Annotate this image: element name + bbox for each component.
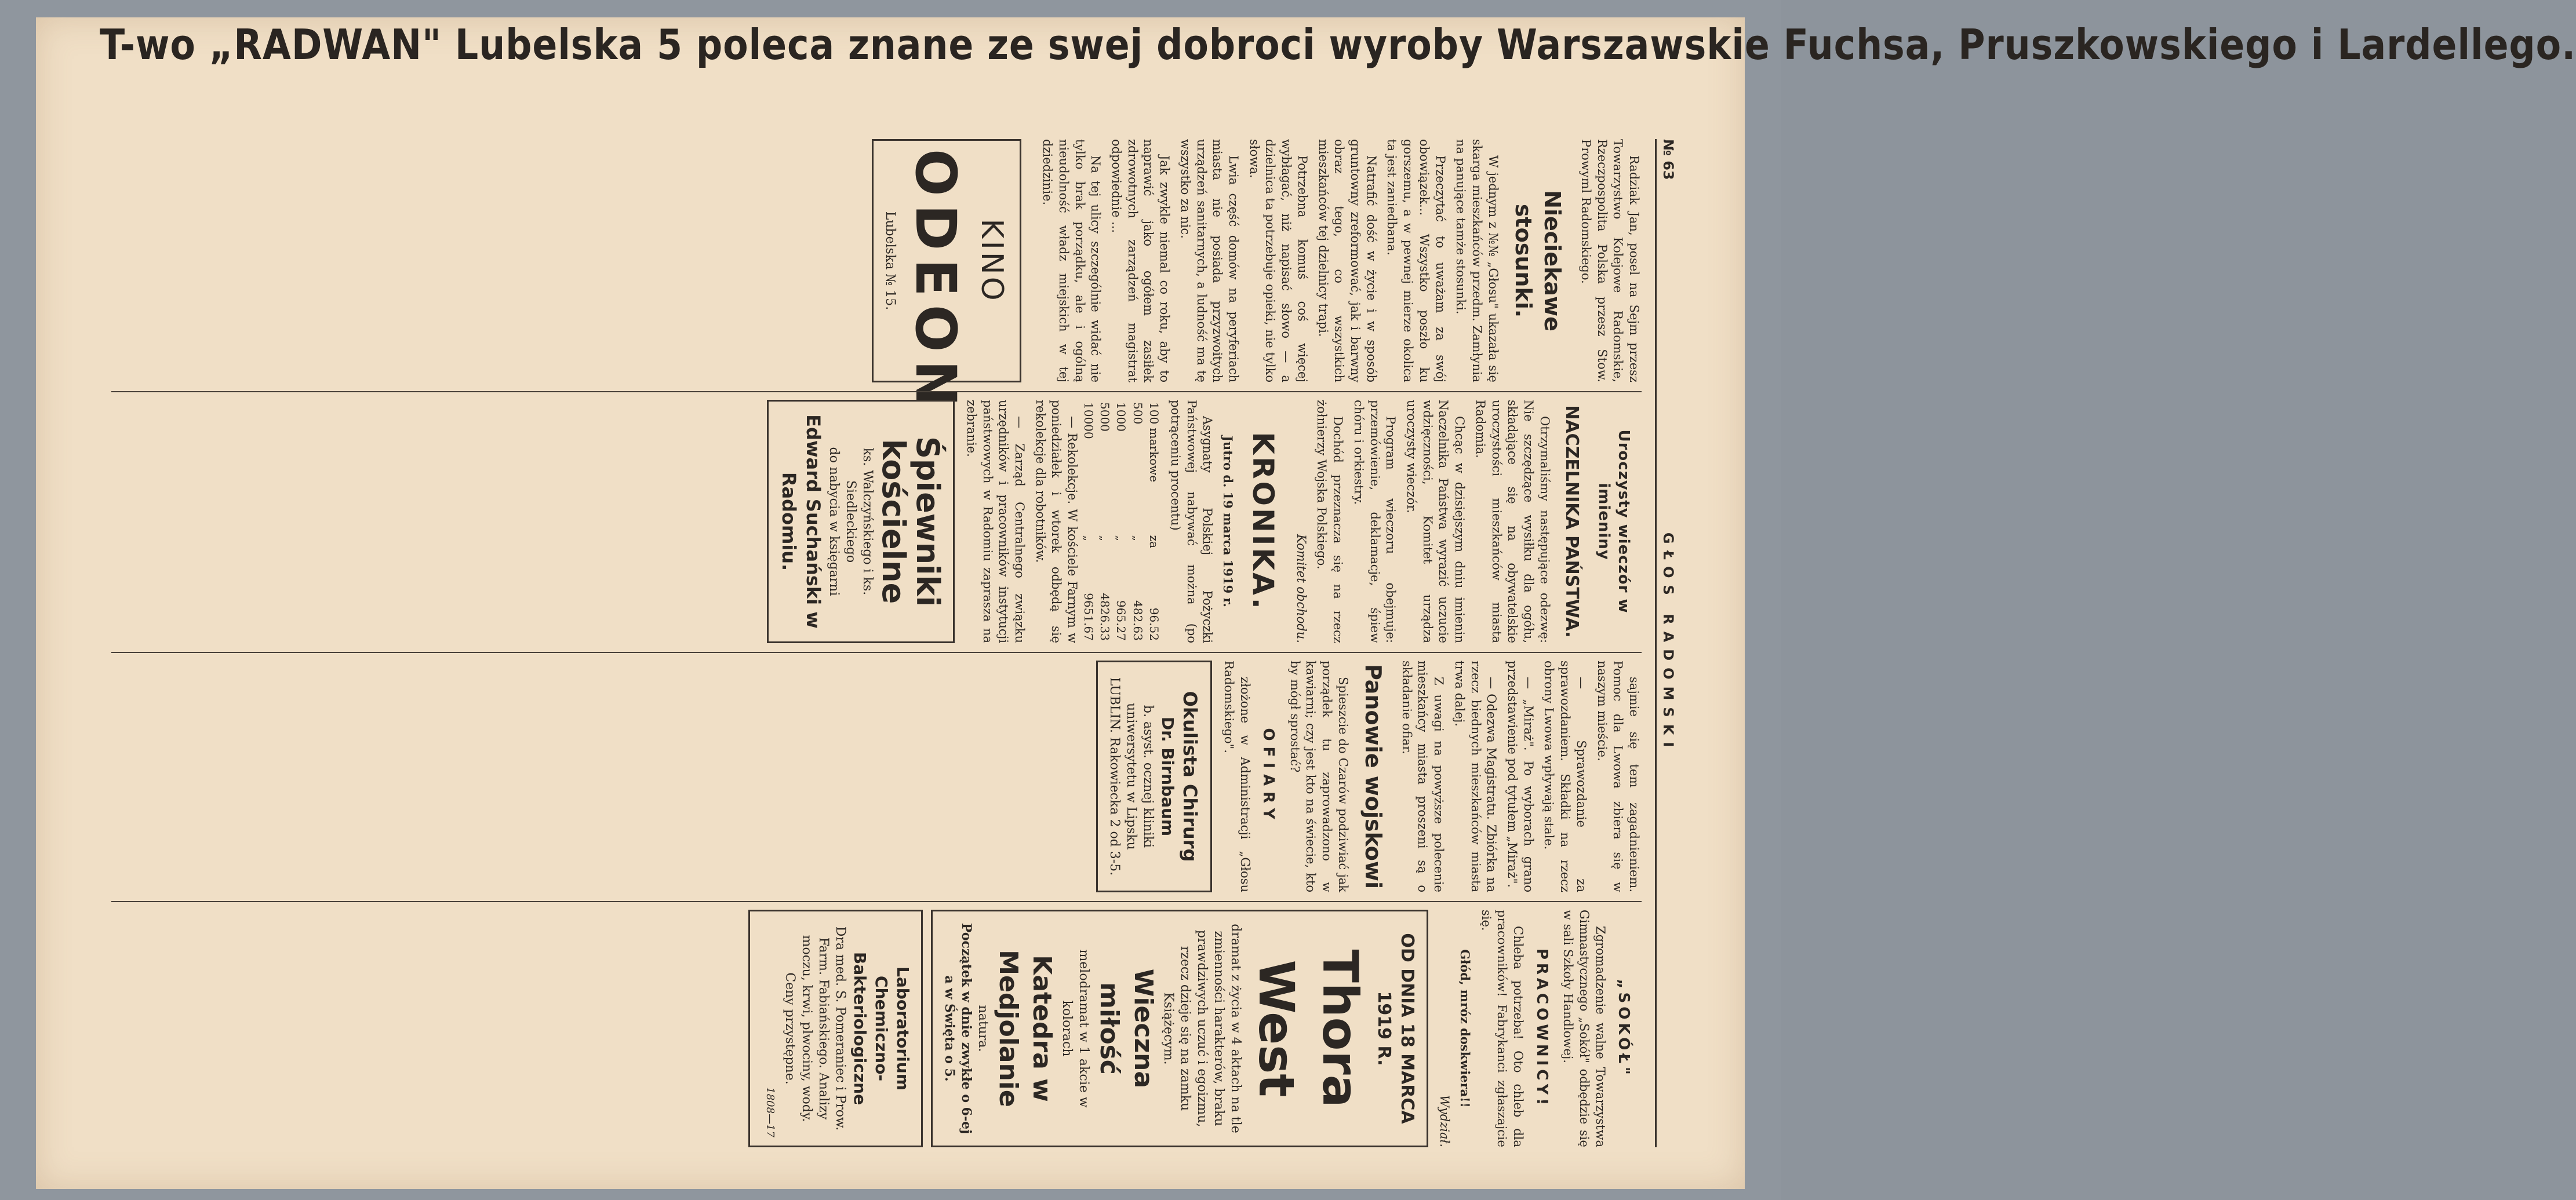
col2-signoff: Komitet obchodu. (1294, 534, 1308, 643)
kino-description: dramat z życia w 4 aktach na tle zmienności harakterów, braku prawdziwych uczuć i egoizmu, rzecz dzieje się na zamku Książęcym. (1160, 924, 1243, 1133)
ofiary-text: złożone w Administracji „Głosu Radomskiego". (1221, 661, 1252, 892)
table-row (1129, 400, 1145, 643)
col3-subheading: Panowie wojskowi (1360, 663, 1386, 889)
spiewniki-title: Śpiewniki kościelne (875, 436, 947, 607)
newspaper-sheet (36, 17, 2576, 1189)
okulista-advert (1096, 661, 1212, 892)
rate-cell: 965.27 (1114, 600, 1129, 641)
spiewniki-available: do nabycia w księgarni (827, 447, 842, 596)
rate-cell: 1000 (1114, 402, 1129, 432)
spiewniki-authors: ks. Walczyńskiego i ks. Siedleckiego (843, 447, 875, 596)
col2-news: — Rekolekcje. W kościele Farnym w poniedziałek i wtorek odbędą się rekolekcje dla robotników. (1033, 400, 1080, 643)
rate-cell: 482.63 (1130, 600, 1145, 641)
col1-intro: Radziak Jan, posel na Sejm przesz Towarzystwo Kolejowe Radomskie, Rzeczpospolita Polska przesz Stow. Prowyml Radomskiego. (1578, 139, 1641, 382)
col3-paragraph: — Sprawozdanie za sprawozdaniem. Składki na rzecz obrony Lwowa wpływają stale. (1542, 661, 1588, 892)
rate-cell: 500 (1130, 402, 1145, 425)
glod-text: Głód, mróz doskwiera!! (1458, 949, 1473, 1108)
column-rule (111, 652, 1642, 653)
col2-heading: Uroczysty wieczór w imieniny (1595, 429, 1632, 614)
col2-paragraph: Chcąc w dzisiejszym dniu imienin Naczelnika Państwa wyrazić uczucie wdzięczności, Komitet urządza uroczysty wieczór. (1405, 400, 1467, 643)
rate-cell: 4826.33 (1097, 593, 1112, 641)
rate-cell: „ (1081, 535, 1096, 541)
col1-paragraph: Lwia część domów na peryferiach miasta nie posiada przyzwoitych urządzeń sanitarnych, a ludność ma tę wszystko za nic. (1178, 139, 1241, 382)
kino-name: ODEON (903, 149, 968, 415)
kino-featured: Thora West (1247, 949, 1369, 1108)
sokol-heading: „SOKÓŁ" (1615, 979, 1632, 1078)
column-rule (111, 901, 1642, 902)
kino-odeon-advert (872, 139, 1021, 415)
rate-cell: 96.52 (1147, 607, 1162, 641)
col2-news: — Zarząd Centralnego związku urzędników i pracowników instytucji państwowych w Radomiu zaprasza na zebranie. (964, 400, 1027, 643)
col2-paragraph: Program wieczoru obejmuje: przemówienie, deklamacje, śpiew chóru i orkiestry. (1351, 400, 1398, 643)
ofiary-heading: OFIARY (1259, 728, 1277, 825)
pracownicy-text: Chleba potrzeba! Oto chleb dla pracowników! Fabrykanci zgłaszajcie się. (1479, 910, 1526, 1147)
table-row (1146, 400, 1162, 643)
col3-subtext: Spieszcie do Czarów podziwiać jak porządek tu zaprowadzono w kawiarni; czy jest kto na świecie, kto by mógł sprostać? (1287, 661, 1350, 892)
sokol-text: Zgromadzenie walne Towarzystwa Gimnastycznego „Sokół" odbędzie się w sali Szkoły Handlowej. (1561, 910, 1607, 1147)
rate-cell: „ (1130, 535, 1145, 541)
col3-paragraph: — „Miraż". Po wyborach grano przedstawienie pod tytułem „Miraż". (1505, 661, 1536, 892)
rates-table (1080, 400, 1162, 643)
column-rule (111, 391, 1642, 392)
col1-paragraph: Potrzebna komuś coś więcej wybłagać, niż napisać słowo — a dzielnica ta potrzebuje opieki, nie tylko słowa. (1247, 139, 1309, 382)
col1-paragraph: Na tej ulicy szczególnie widać nie tylko brak porządku, ale i ogólną nieudolność władz miejskich w tej dziedzinie. (1040, 139, 1103, 382)
okulista-doctor: Dr. Birnbaum (1158, 716, 1177, 837)
col1-paragraph: Przeczytać to uważam za swój obowiązek... Wszystko poszło ku gorszemu, a w pewnej mierze okolica ta jest zaniedbana. (1385, 139, 1447, 382)
pracownicy-heading: PRACOWNICY! (1533, 948, 1551, 1109)
col3-paragraph: — Odezwa Magistratu. Zbiórka na rzecz biednych mieszkańców miasta trwa dalej. (1452, 661, 1499, 892)
col1-paragraph: Jak zwykle niemal co roku, aby to naprawić jako ogółem zasiłek zdrowotnych zarządzeń magistrat odpowiednie ... (1109, 139, 1172, 382)
kino-title: KINO (974, 218, 1010, 303)
okulista-address: LUBLIN. Rakowiecka 2 od 3-5. (1107, 677, 1122, 876)
col4-sign: Wydział. (1438, 1095, 1452, 1147)
rate-cell: 100 markowe (1147, 402, 1162, 483)
kino-film2: Wieczna miłość (1094, 968, 1158, 1089)
column-4 (111, 910, 1642, 1147)
laboratorium-advert (748, 910, 923, 1147)
col2-paragraph: Otrzymaliśmy następujące odezwę: Nie szczędzące wysiłku dla ogółu, składające się na obywatelskie uroczystości mieszkańców miasta Radomia. (1473, 400, 1552, 643)
paper-name: GŁOS RADOMSKI (1660, 532, 1676, 754)
laboratorium-text: Dra med. S. Pomeraniec i Prow. Farm. Fabiańskiego. Analizy moczu, krwi, plwociny, wody. Ceny przystępne. (783, 926, 848, 1131)
col1-paragraph: Natrafić dość w życie i w sposób gruntowny zreformować, jak i barwny obraz tego, co wszystkich mieszkańców tej dzielnicy trapi. (1316, 139, 1378, 382)
kronika-date: Jutro d. 19 marca 1919 r. (1221, 436, 1235, 607)
okulista-details: b. asyst. ocznej kliniki uniwersytetu w Lipsku (1123, 703, 1155, 850)
col3-paragraph: Z uwagi na powyższe polecenie mieszkańcy miasta proszeni są o składanie ofiar. (1399, 661, 1446, 892)
col3-paragraph: sajmie się tem zagadnieniem. Pomoc dla Lwowa zbiera się w naszym mieście. (1595, 661, 1641, 892)
col2-paragraph: Dochód przeznacza się na rzecz żołnierzy Wojska Polskiego. (1315, 400, 1345, 643)
kino-address: Lubelska № 15. (883, 211, 898, 311)
kino-program-advert (931, 910, 1428, 1147)
col1-paragraph: W jednym z №№ „Głosu" ukazała się skarga mieszkańców przedm. Zamłynia na panujące tamże stosunki. (1454, 139, 1500, 382)
kino-start: Początek w dnie zwykłe o 6-ej a w Święta o 5. (942, 922, 974, 1135)
kronika-text: Asygnaty Polskiej Pożyczki Państwowej nabywać można (po potrąceniu procentu) (1168, 400, 1215, 643)
rate-cell: „ (1114, 535, 1129, 541)
column-2 (111, 400, 1642, 643)
laboratorium-title: Laboratorium Chemiczno-Bakteriologiczne (850, 951, 913, 1106)
col1-heading: Nieciekawe stosunki. (1510, 190, 1566, 331)
rotated-page (88, 116, 1688, 1170)
rate-cell: 9651.67 (1081, 593, 1096, 641)
rate-cell: za (1147, 535, 1162, 549)
rate-cell: 5000 (1097, 402, 1112, 432)
spiewniki-seller: Edward Suchański w Radomiu. (778, 414, 825, 629)
running-header (1653, 139, 1676, 1147)
kronika-heading: KRONIKA. (1246, 432, 1280, 611)
column-3 (111, 661, 1642, 892)
page-number: № 63 (1660, 139, 1676, 180)
col2-subheading: NACZELNIKA PAŃSTWA. (1562, 405, 1582, 638)
laboratorium-code: 1808—17 (764, 1087, 777, 1137)
table-row (1080, 400, 1096, 643)
spiewniki-advert (767, 400, 955, 643)
header-rule (1655, 139, 1657, 1147)
kino-date-line: OD DNIA 18 MARCA 1919 R. (1374, 933, 1417, 1124)
kino-film2-note: melodramat w 1 akcie w kolorach (1060, 949, 1091, 1108)
rate-cell: 10000 (1081, 402, 1096, 439)
table-row (1113, 400, 1129, 643)
table-row (1097, 400, 1113, 643)
kino-film3: Katedra w Medjolanie (994, 950, 1057, 1107)
kino-film3-note: natura. (976, 1005, 991, 1052)
rate-cell: „ (1097, 535, 1112, 541)
top-advert-banner: T-wo „RADWAN" Lubelska 5 poleca znane ze swej dobroci wyroby Warszawskie Fuchsa, Pruszkowskiego i Lardellego. (100, 20, 2576, 69)
okulista-title: Okulista Chirurg (1179, 691, 1202, 862)
